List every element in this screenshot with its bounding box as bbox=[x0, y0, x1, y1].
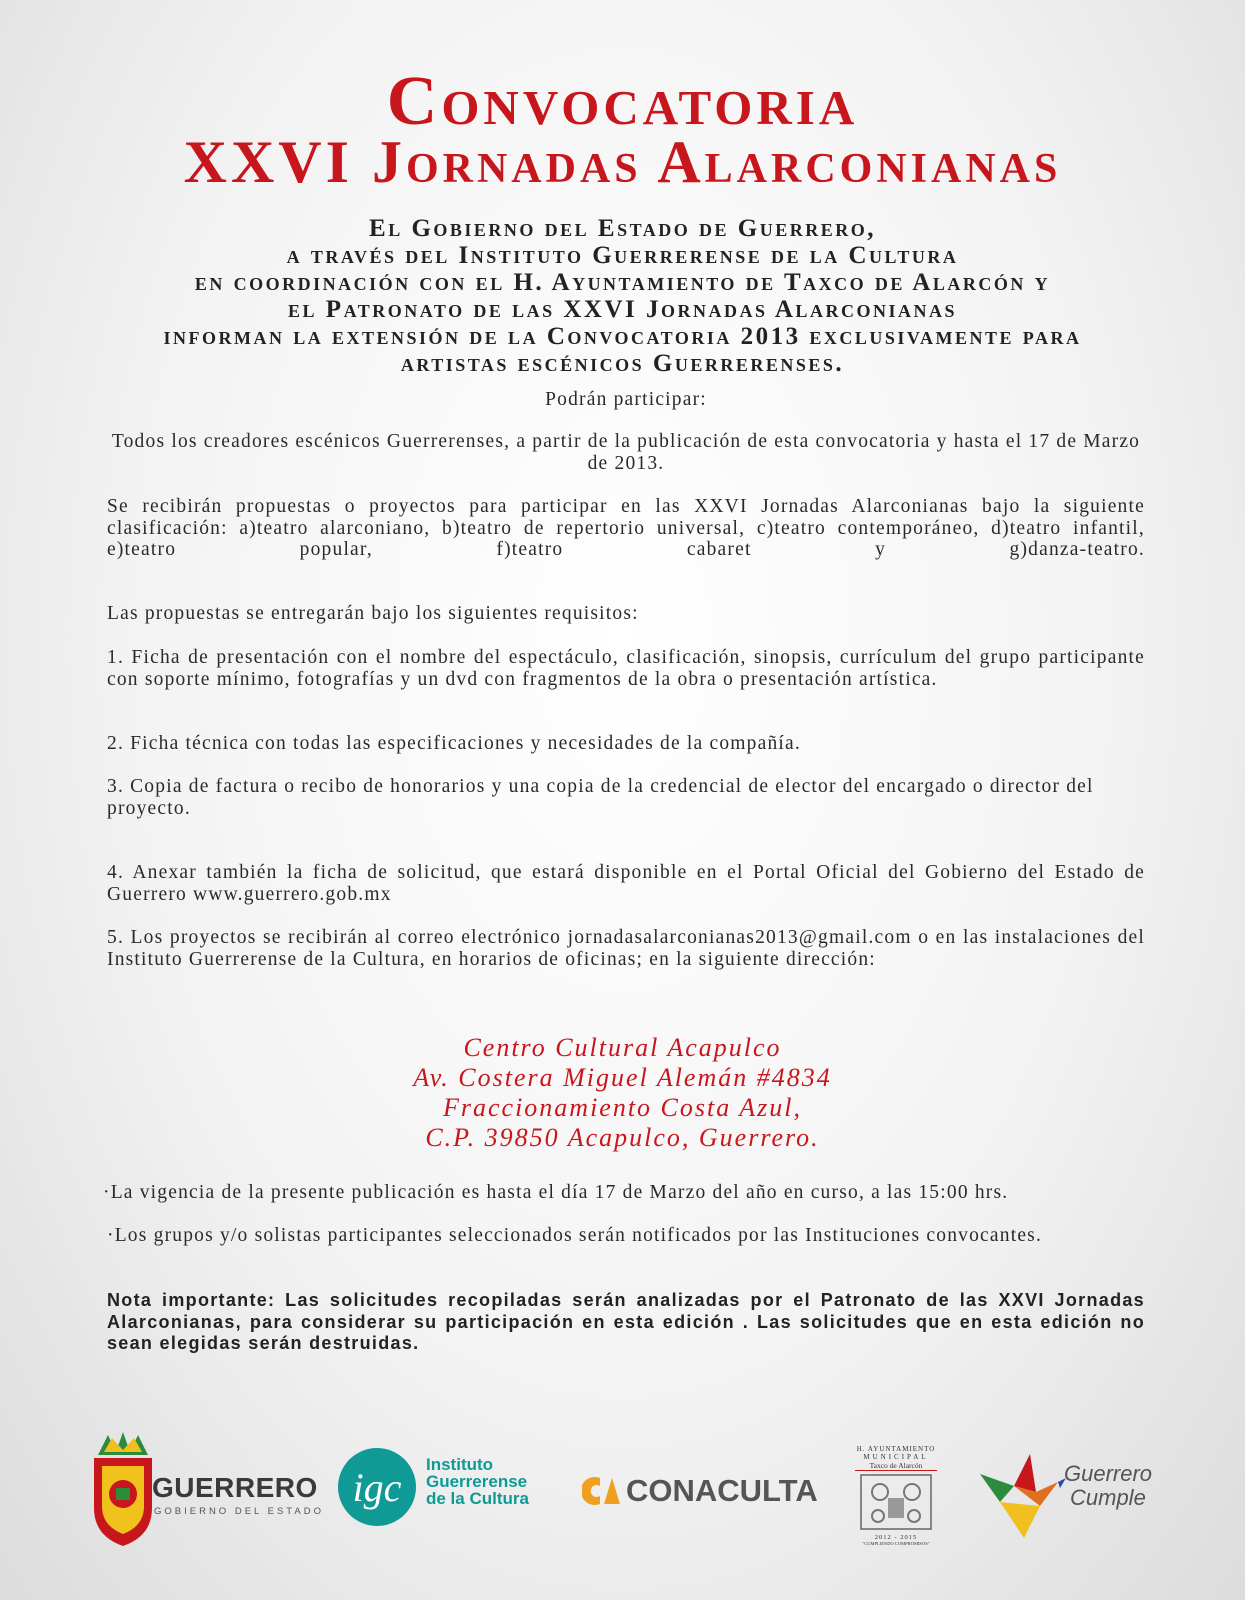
taxco-motto: "CUMPLIENDO COMPROMISOS" bbox=[862, 1541, 930, 1546]
guerrero-name: GUERRERO bbox=[152, 1472, 318, 1503]
igc-mark: igc bbox=[352, 1465, 402, 1510]
participate-heading: Podrán participar: bbox=[545, 389, 707, 410]
guerrero-logo bbox=[88, 1430, 324, 1552]
igc-line: de la Cultura bbox=[426, 1489, 529, 1508]
intro-line: el Patronato de las XXVI Jornadas Alarconianas bbox=[288, 296, 957, 323]
address-block bbox=[0, 1033, 1245, 1153]
taxco-glyph-icon bbox=[860, 1474, 932, 1530]
taxco-years: 2012 - 2015 bbox=[874, 1534, 918, 1541]
notification-note: ·Los grupos y/o solistas participantes seleccionados serán notificados por las Instituciones convocantes. bbox=[107, 1225, 1043, 1246]
igc-line: Guerrerense bbox=[426, 1472, 528, 1491]
requirement-1: 1. Ficha de presentación con el nombre del espectáculo, clasificación, sinopsis, currículum del grupo participante con soporte mínimo, fotografías y un dvd con fragmentos de la obra o presentación artística. bbox=[107, 647, 1145, 690]
conaculta-logo bbox=[582, 1473, 818, 1510]
address-line: Centro Cultural Acapulco bbox=[463, 1033, 782, 1062]
address-line: Fraccionamiento Costa Azul, bbox=[442, 1093, 802, 1122]
cumple-line: Guerrero bbox=[1064, 1461, 1153, 1486]
guerrero-shield-icon bbox=[88, 1430, 158, 1548]
address-line: Av. Costera Miguel Alemán #4834 bbox=[413, 1063, 832, 1092]
cumple-line: Cumple bbox=[1070, 1485, 1146, 1510]
participants-paragraph: Todos los creadores escénicos Guerrerenses, a partir de la publicación de esta convocatoria y hasta el 17 de Marzo de 2013. bbox=[111, 431, 1141, 474]
requirements-heading: Las propuestas se entregarán bajo los siguientes requisitos: bbox=[107, 603, 639, 624]
intro-line: El Gobierno del Estado de Guerrero, bbox=[369, 215, 876, 242]
requirement-4: 4. Anexar también la ficha de solicitud, que estará disponible en el Portal Oficial del Gobierno del Estado de Guerrero www.guerrero.gob.mx bbox=[107, 862, 1145, 905]
classification-paragraph: Se recibirán propuestas o proyectos para participar en las XXVI Jornadas Alarconianas bajo la siguiente clasificación: a)teatro alarconiano, b)teatro de repertorio universal, c)teatro contemporáneo, d)teatro infantil, e)teatro popular, f)teatro cabaret y g)danza-teatro. bbox=[107, 496, 1145, 560]
validity-note: ·La vigencia de la presente publicación es hasta el día 17 de Marzo del año en curso, a las 15:00 hrs. bbox=[103, 1182, 1009, 1203]
guerrero-cumple-logo bbox=[978, 1452, 1153, 1546]
taxco-line: MUNICIPAL bbox=[863, 1453, 929, 1461]
conaculta-name: CONACULTA bbox=[626, 1473, 818, 1508]
igc-text bbox=[426, 1456, 529, 1507]
important-note: Nota importante: Las solicitudes recopiladas serán analizadas por el Patronato de las XXVI Jornadas Alarconianas, para considerar su participación en esta edición . Las solicitudes que en esta edición no sean elegidas serán destruidas. bbox=[107, 1290, 1145, 1353]
requirement-5: 5. Los proyectos se recibirán al correo electrónico jornadasalarconianas2013@gmail.com o en las instalaciones del Instituto Guerrerense de la Cultura, en horarios de oficinas; en la siguiente dirección: bbox=[107, 927, 1145, 970]
title-jornadas: XXVI Jornadas Alarconianas bbox=[183, 129, 1062, 195]
conaculta-mark-icon bbox=[582, 1476, 622, 1506]
taxco-line: H. AYUNTAMIENTO bbox=[856, 1445, 936, 1453]
requirement-3 bbox=[107, 776, 1145, 819]
intro-line: en coordinación con el H. Ayuntamiento de Taxco de Alarcón y bbox=[194, 269, 1051, 296]
requirement-3-text: proyecto. bbox=[107, 797, 191, 819]
requirement-2: 2. Ficha técnica con todas las especificaciones y necesidades de la compañía. bbox=[107, 733, 801, 754]
intro-block bbox=[0, 215, 1245, 377]
guerrero-sub: GOBIERNO DEL ESTADO bbox=[154, 1506, 324, 1517]
igc-line: Instituto bbox=[426, 1455, 494, 1474]
taxco-line: Taxco de Alarcón bbox=[855, 1461, 937, 1471]
guerrero-cumple-text bbox=[1064, 1462, 1152, 1510]
intro-line: artistas escénicos Guerrerenses. bbox=[400, 350, 845, 377]
intro-line: a través del Instituto Guerrerense de la Cultura bbox=[286, 242, 959, 269]
intro-line: informan la extensión de la Convocatoria 2013 exclusivamente para bbox=[163, 323, 1082, 350]
taxco-logo bbox=[855, 1445, 937, 1546]
requirement-3-text: 3. Copia de factura o recibo de honorarios y una copia de la credencial de elector del encargado o director del bbox=[107, 776, 1094, 797]
address-line: C.P. 39850 Acapulco, Guerrero. bbox=[425, 1123, 820, 1152]
sponsor-logos bbox=[0, 1430, 1245, 1560]
title-convocatoria: Convocatoria bbox=[386, 63, 859, 140]
hummingbird-icon bbox=[978, 1452, 1068, 1542]
